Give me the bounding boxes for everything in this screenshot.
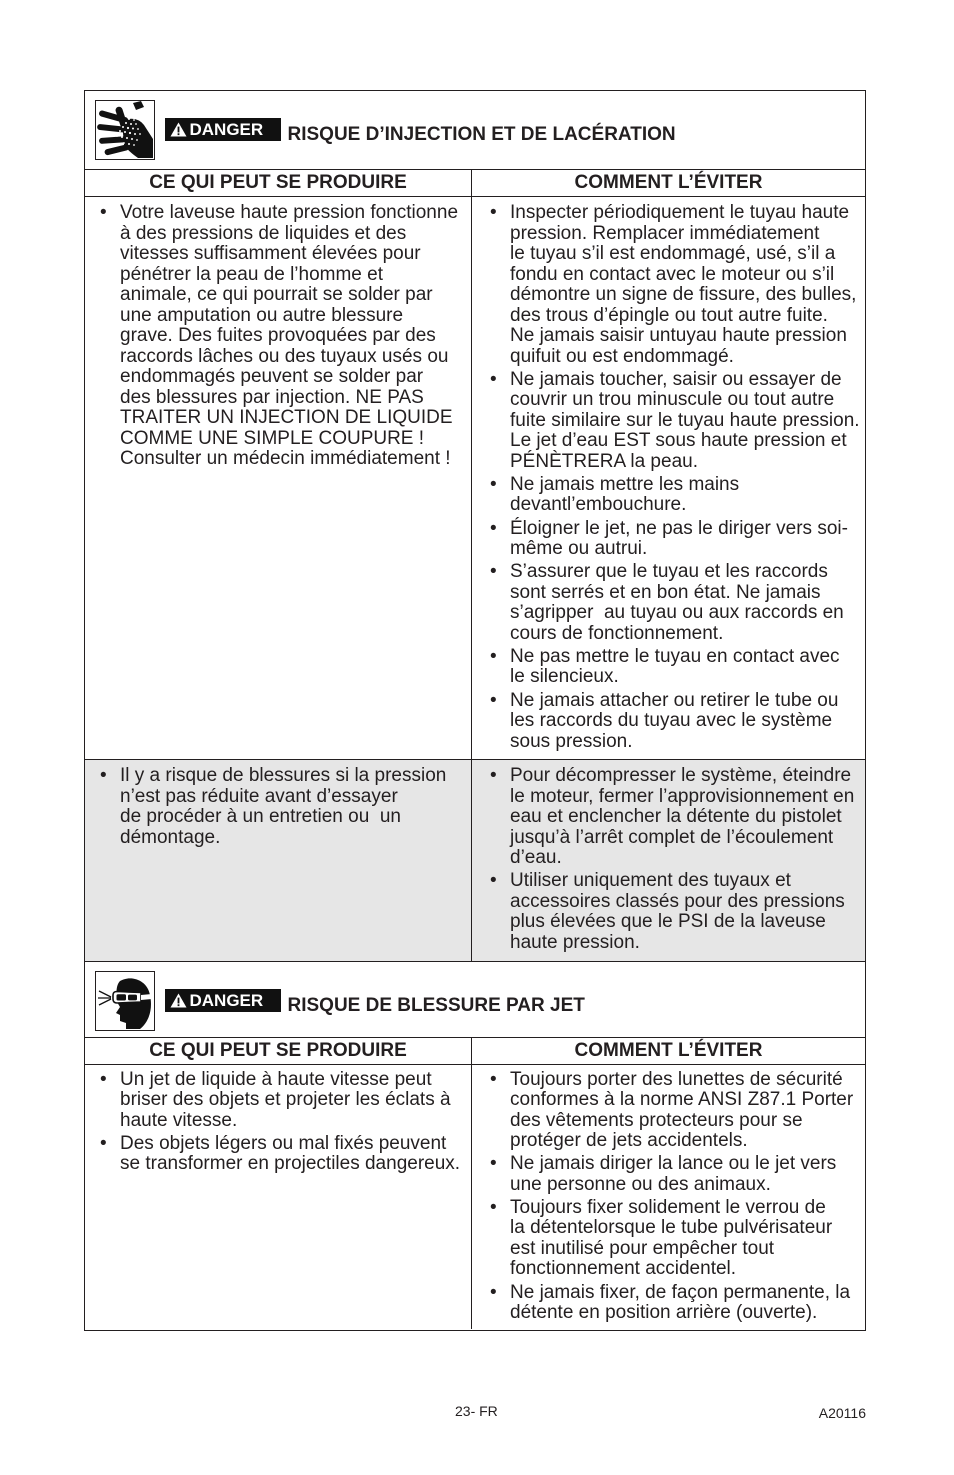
warning-triangle-icon [170,122,187,137]
list-item: • Inspecter périodiquement le tuyau haute pression. Remplacer immédiatement le tuyau s’il est endommagé, usé, s’il a fondu en contact avec le moteur ou s’il démontre un signe de fissure, des bulles, des trous d’épingle ou tout autre fuite. Ne jamais saisir untuyau haute pression quifuit ou est endommagé. [490,203,865,367]
list-item: • Ne pas mettre le tuyau en contact avec le silencieux. [490,647,865,688]
list-item: • Ne jamais diriger la lance ou le jet vers une personne ou des animaux. [490,1154,865,1195]
column-header-row [85,1038,865,1065]
hazard-row [85,1065,865,1330]
column-header-row [85,170,865,197]
list-item: • Ne jamais fixer, de façon permanente, la détente en position arrière (ouverte). [490,1283,865,1324]
face-goggles-spray-icon [95,971,155,1031]
page-number: 23- FR [455,1403,498,1419]
list-item: • Ne jamais attacher ou retirer le tube ou les raccords du tuyau avec le système sous pression. [490,691,865,753]
hazard-row [85,197,865,760]
document-code: A20116 [818,1405,866,1421]
column-header-how-to-avoid: COMMENT L’ÉVITER [574,171,763,193]
hazard-header-jet-injury [85,962,865,1038]
warning-triangle-icon [170,993,187,1008]
list-item: • Toujours porter des lunettes de sécurité conformes à la norme ANSI Z87.1 Porter des vêtements protecteurs pour se protéger de jets accidentels. [490,1070,865,1152]
hazard-title: RISQUE DE BLESSURE PAR JET [287,994,585,1016]
danger-badge-label: DANGER [189,120,264,139]
hazard-title: RISQUE D’INJECTION ET DE LACÉRATION [287,124,676,145]
list-item: • Des objets légers ou mal fixés peuvent se transformer en projectiles dangereux. [100,1134,471,1175]
what-can-happen-cell [85,1065,472,1330]
list-item: • Votre laveuse haute pression fonctionne à des pressions de liquides et des vitesses suffisamment élevées pour pénétrer la peau de l’homme et animale, ce qui pourrait se solder par une amputation ou autre blessure grave. Des fuites provoquées par des raccords lâches ou des tuyaux usés ou endommagés peuvent se solder par des blessures par injection. NE PAS TRAITER UN INJECTION DE LIQUIDE COMME UNE SIMPLE COUPURE ! Consulter un médecin immédiatement ! [100,203,471,470]
hand-injection-icon [95,100,155,160]
how-to-avoid-cell [472,760,865,961]
list-item: • Toujours fixer solidement le verrou de la détentelorsque le tube pulvérisateur est inutilisé pour empêcher tout fonctionnement accidentel. [490,1198,865,1280]
column-header-what-can-happen: CE QUI PEUT SE PRODUIRE [85,170,472,196]
list-item: • Un jet de liquide à haute vitesse peut briser des objets et projeter les éclats à haute vitesse. [100,1070,471,1132]
danger-badge-label: DANGER [189,990,264,1010]
what-can-happen-cell [85,760,472,961]
what-can-happen-cell [85,197,472,759]
safety-hazard-table [84,90,866,1331]
face-goggles-spray-icon-graphic [96,972,153,1029]
hazard-row-shaded [85,760,865,962]
danger-badge [165,989,281,1012]
hazard-header-injection [85,91,865,170]
column-header-how-to-avoid: COMMENT L’ÉVITER [574,1039,763,1061]
list-item: • Ne jamais mettre les mains devantl’embouchure. [490,475,865,516]
list-item: • S’assurer que le tuyau et les raccords sont serrés et en bon état. Ne jamais s’agripper au tuyau ou aux raccords en cours de fonctionnement. [490,562,865,644]
list-item: • Pour décompresser le système, éteindre le moteur, fermer l’approvisionnement en eau et enclencher la détente du pistolet jusqu’à l’arrêt complet de l’écoulement d’eau. [490,766,865,869]
list-item: • Ne jamais toucher, saisir ou essayer de couvrir un trou minuscule ou tout autre fuite similaire sur le tuyau haute pression. Le jet d’eau EST sous haute pression et PÉNÈTRERA la peau. [490,370,865,473]
danger-badge [165,118,281,141]
column-header-what-can-happen: CE QUI PEUT SE PRODUIRE [85,1038,472,1064]
hand-injection-icon-graphic [96,101,153,158]
how-to-avoid-cell [472,1065,865,1330]
list-item: • Il y a risque de blessures si la pression n’est pas réduite avant d’essayer de procéder à un entretien ou un démontage. [100,766,471,848]
list-item: • Éloigner le jet, ne pas le diriger vers soi- même ou autrui. [490,519,865,560]
list-item: • Utiliser uniquement des tuyaux et accessoires classés pour des pressions plus élevées que le PSI de la laveuse haute pression. [490,871,865,953]
how-to-avoid-cell [472,197,865,759]
